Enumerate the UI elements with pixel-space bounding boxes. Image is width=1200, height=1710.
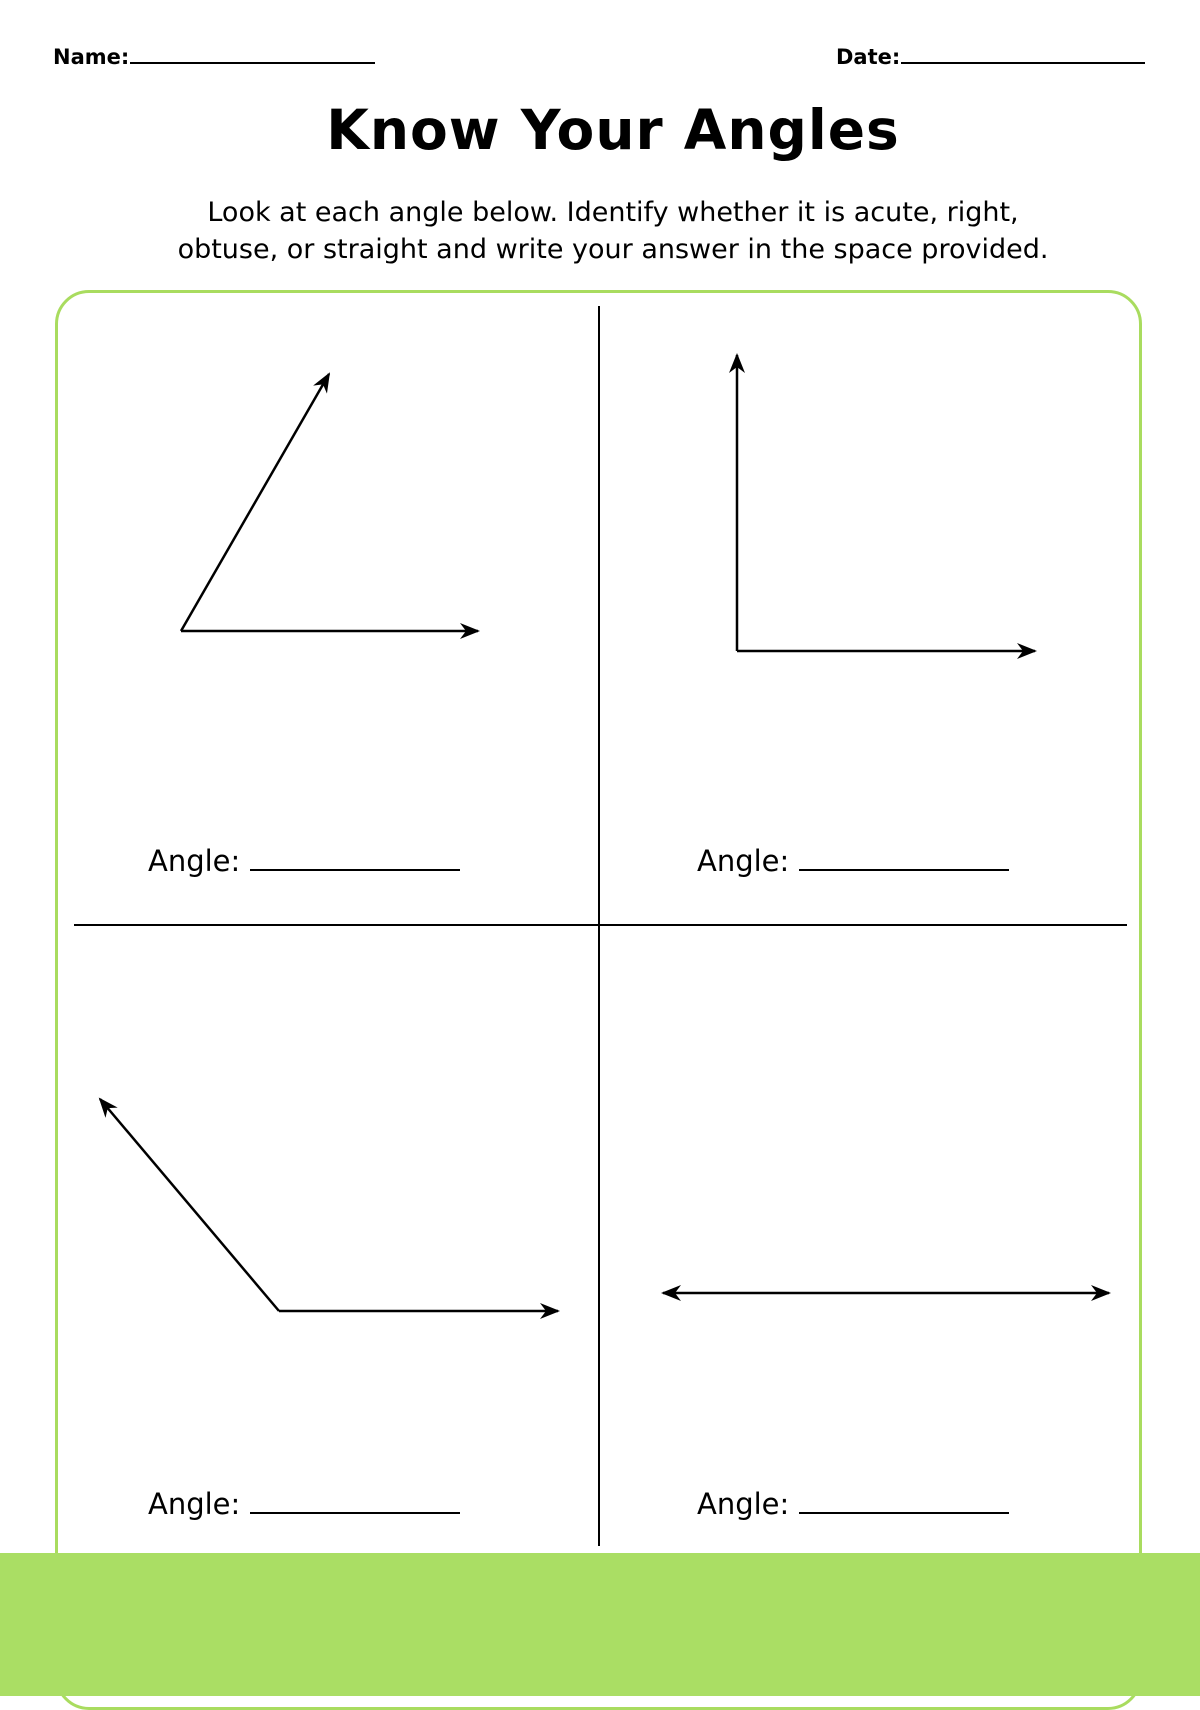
answer-blank[interactable] [250,1485,460,1514]
answer-blank[interactable] [799,1485,1009,1514]
answer-label: Angle: [148,1487,241,1521]
instructions-line-2: obtuse, or straight and write your answer in the space provided. [177,234,1049,265]
acute-angle-ray-diagonal [181,374,329,631]
answer-blank[interactable] [799,842,1009,871]
obtuse-angle-ray-diagonal [100,1099,279,1311]
answer-label: Angle: [148,844,241,878]
acute-angle-diagram [181,374,478,631]
date-label: Date: [836,45,901,69]
answer-line-acute[interactable] [148,842,460,878]
obtuse-angle-diagram [100,1099,558,1311]
page-title: Know Your Angles [326,98,900,162]
answer-line-obtuse[interactable] [148,1485,460,1521]
right-angle-diagram [737,355,1035,651]
answer-line-straight[interactable] [697,1485,1009,1521]
footer-band [0,1553,1200,1696]
instructions-line-1: Look at each angle below. Identify whether it is acute, right, [207,197,1019,228]
name-label: Name: [53,45,130,69]
answer-line-right[interactable] [697,842,1009,878]
answer-label: Angle: [697,1487,790,1521]
answer-label: Angle: [697,844,790,878]
answer-blank[interactable] [250,842,460,871]
